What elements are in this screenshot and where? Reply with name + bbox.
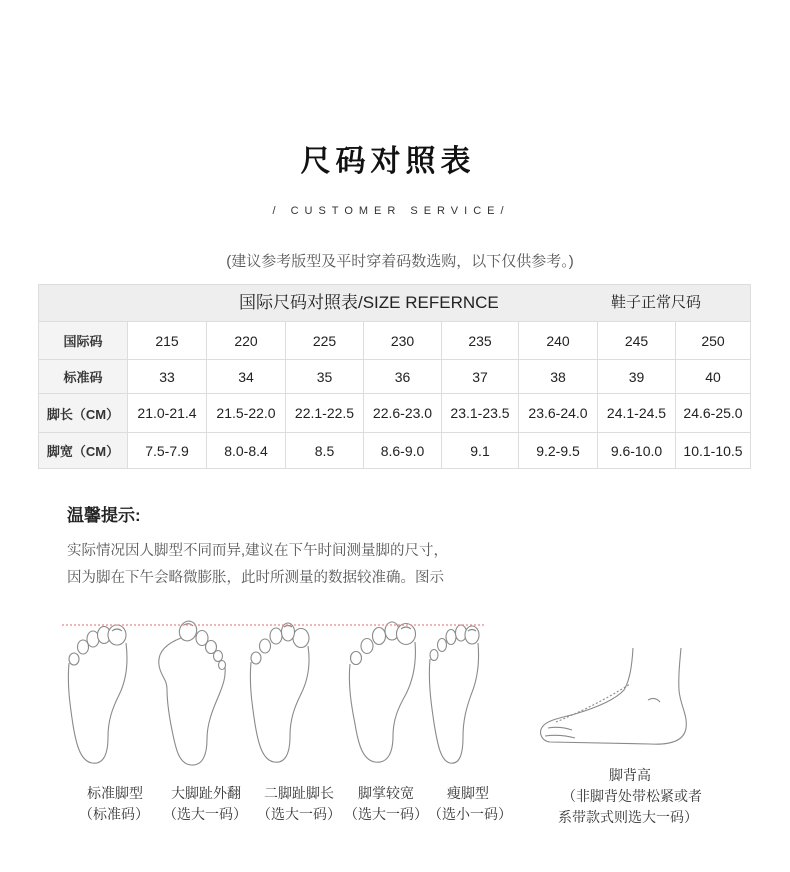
toe-crease: [545, 735, 575, 738]
bunion-foot-icon: [159, 619, 226, 765]
toe: [446, 630, 456, 645]
table-cell: 24.6-25.0: [676, 394, 751, 433]
toe: [69, 653, 79, 665]
row-label-foot-length: 脚长（CM）: [39, 394, 128, 433]
table-cell: 38: [519, 360, 598, 394]
instep-title: 脚背高: [609, 767, 651, 783]
table-row-international: [39, 322, 751, 360]
table-cell: 235: [442, 322, 519, 360]
foot-type-advice: （标准码）: [79, 806, 149, 822]
table-cell: 8.0-8.4: [207, 433, 286, 469]
toe: [351, 652, 362, 665]
row-label-international: 国际码: [39, 322, 128, 360]
table-title: 国际尺码对照表/SIZE REFERNCE: [239, 293, 499, 312]
table-row-foot-width: [39, 433, 751, 469]
toe: [78, 640, 89, 654]
table-cell: 220: [207, 322, 286, 360]
toe: [270, 628, 282, 644]
table-row-standard: [39, 360, 751, 394]
row-label-foot-width: 脚宽（CM）: [39, 433, 128, 469]
toe: [219, 661, 226, 670]
table-cell: 9.2-9.5: [519, 433, 598, 469]
table-cell: 9.1: [442, 433, 519, 469]
table-cell: 230: [364, 322, 442, 360]
table-cell: 23.6-24.0: [519, 394, 598, 433]
table-cell: 40: [676, 360, 751, 394]
table-cell: 23.1-23.5: [442, 394, 519, 433]
page-title: 尺码对照表: [300, 145, 476, 178]
reference-note: (建议参考版型及平时穿着码数选购，以下仅供参考。): [226, 253, 574, 270]
table-cell: 24.1-24.5: [598, 394, 676, 433]
table-cell: 36: [364, 360, 442, 394]
tips-title: 温馨提示:: [67, 506, 141, 525]
foot-type-advice: （选大一码）: [257, 806, 341, 822]
toe: [108, 625, 126, 645]
table-header: [39, 285, 751, 322]
foot-type-advice: （选小一码）: [428, 806, 512, 822]
toe: [373, 628, 386, 645]
foot-type-advice: （选大一码）: [344, 806, 428, 822]
foot-type-name: 脚掌较宽: [358, 785, 414, 801]
foot-type-name: 大脚趾外翻: [171, 785, 241, 801]
table-cell: 35: [286, 360, 364, 394]
table-cell: 9.6-10.0: [598, 433, 676, 469]
page-subtitle: / CUSTOMER SERVICE/: [272, 205, 510, 217]
table-cell: 22.1-22.5: [286, 394, 364, 433]
high-instep-foot-icon: [541, 648, 687, 744]
toe: [465, 626, 479, 644]
wide-foot-icon: [349, 622, 415, 762]
sole-outline: [429, 643, 478, 763]
instep-advice-line: （非脚背处带松紧或者: [562, 788, 702, 804]
table-cell: 21.5-22.0: [207, 394, 286, 433]
table-row-foot-length: [39, 394, 751, 433]
table-cell: 250: [676, 322, 751, 360]
size-table: [38, 284, 751, 469]
table-cell: 22.6-23.0: [364, 394, 442, 433]
foot-illustrations: [0, 600, 790, 770]
instep-advice-line: 系带款式则选大一码）: [558, 809, 698, 825]
table-cell: 8.6-9.0: [364, 433, 442, 469]
foot-type-name: 标准脚型: [87, 785, 143, 801]
table-cell: 7.5-7.9: [128, 433, 207, 469]
toe: [438, 639, 447, 652]
table-cell: 37: [442, 360, 519, 394]
row-label-standard: 标准码: [39, 360, 128, 394]
toe: [293, 629, 309, 648]
table-cell: 34: [207, 360, 286, 394]
table-cell: 39: [598, 360, 676, 394]
toe: [361, 639, 373, 654]
table-side-title: 鞋子正常尺码: [611, 294, 702, 311]
toe: [251, 652, 261, 664]
sole-outline: [250, 646, 309, 762]
table-cell: 215: [128, 322, 207, 360]
foot-type-name: 二脚趾脚长: [264, 785, 334, 801]
tips-line: 因为脚在下午会略微膨胀，此时所测量的数据较准确。图示: [67, 570, 444, 586]
toe-crease: [548, 727, 572, 730]
table-cell: 225: [286, 322, 364, 360]
ankle-bone: [648, 698, 660, 702]
table-cell: 10.1-10.5: [676, 433, 751, 469]
slim-foot-icon: [429, 625, 479, 763]
table-header-row: [39, 285, 751, 322]
toe: [196, 631, 208, 646]
tips-line: 实际情况因人脚型不同而异,建议在下午时间测量脚的尺寸，: [67, 543, 449, 559]
table-cell: 240: [519, 322, 598, 360]
toe: [430, 650, 438, 661]
side-foot-outline: [541, 648, 687, 744]
table-cell: 33: [128, 360, 207, 394]
long-second-toe-foot-icon: [250, 623, 309, 762]
toe: [260, 639, 271, 653]
table-cell: 21.0-21.4: [128, 394, 207, 433]
standard-foot-icon: [68, 625, 127, 763]
foot-type-name: 瘦脚型: [447, 785, 489, 801]
table-cell: 8.5: [286, 433, 364, 469]
table-cell: 245: [598, 322, 676, 360]
foot-type-advice: （选大一码）: [163, 806, 247, 822]
